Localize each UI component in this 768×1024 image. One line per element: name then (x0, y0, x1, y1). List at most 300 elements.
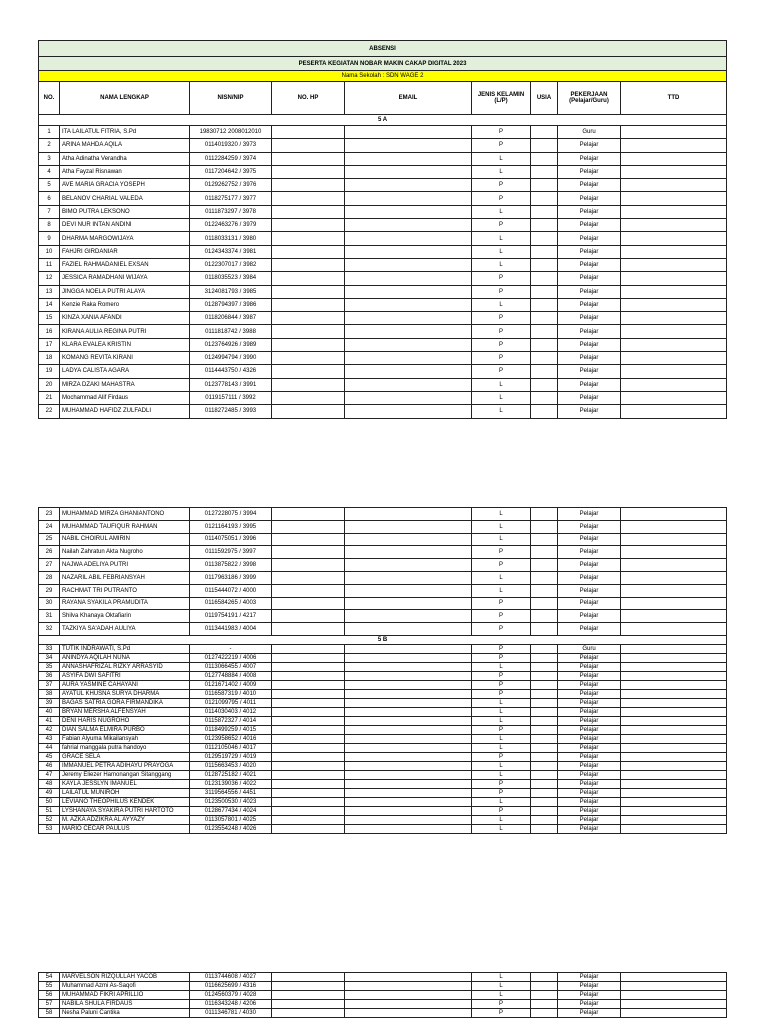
cell-age (531, 779, 558, 788)
cell-hp (272, 707, 345, 716)
cell-nisn: 0122307017 / 3982 (190, 258, 272, 271)
cell-ttd (621, 126, 727, 139)
cell-hp (272, 761, 345, 770)
cell-nisn: 0127422219 / 4006 (190, 653, 272, 662)
cell-nisn: - (190, 644, 272, 653)
cell-nisn: 0128725182 / 4021 (190, 770, 272, 779)
cell-ttd (621, 824, 727, 833)
cell-nisn: 0111346781 / 4030 (190, 1009, 272, 1018)
cell-hp (272, 653, 345, 662)
cell-name: FAHJRI GIRDANIAR (60, 245, 190, 258)
cell-job: Pelajar (558, 533, 621, 546)
cell-email (345, 779, 472, 788)
cell-job: Pelajar (558, 815, 621, 824)
table-row (39, 325, 727, 338)
cell-gender: P (472, 325, 531, 338)
cell-age (531, 743, 558, 752)
cell-nisn: 0119157111 / 3992 (190, 391, 272, 404)
cell-gender: L (472, 508, 531, 521)
cell-email (345, 653, 472, 662)
cell-email (345, 232, 472, 245)
cell-no: 32 (39, 623, 60, 636)
cell-gender: P (472, 752, 531, 761)
table-row (39, 597, 727, 610)
cell-nisn: 0124994794 / 3990 (190, 352, 272, 365)
table-row (39, 797, 727, 806)
cell-email (345, 258, 472, 271)
cell-no: 45 (39, 752, 60, 761)
cell-nisn: 0118275177 / 3977 (190, 192, 272, 205)
cell-email (345, 815, 472, 824)
table-row (39, 205, 727, 218)
table-row (39, 179, 727, 192)
cell-job: Pelajar (558, 761, 621, 770)
cell-job: Pelajar (558, 671, 621, 680)
table-row (39, 245, 727, 258)
cell-job: Pelajar (558, 623, 621, 636)
cell-hp (272, 779, 345, 788)
cell-age (531, 1000, 558, 1009)
cell-age (531, 806, 558, 815)
cell-age (531, 662, 558, 671)
cell-job: Pelajar (558, 139, 621, 152)
cell-name: Jeremy Eliezer Hamonangan Sitanggang (60, 770, 190, 779)
cell-age (531, 285, 558, 298)
cell-nisn: 0115872327 / 4014 (190, 716, 272, 725)
cell-no: 10 (39, 245, 60, 258)
table-row (39, 991, 727, 1000)
cell-name: DEVI NUR INTAN ANDINI (60, 219, 190, 232)
cell-email (345, 824, 472, 833)
cell-job: Pelajar (558, 391, 621, 404)
attendance-sheet-part-1 (38, 40, 726, 419)
table-row (39, 520, 727, 533)
cell-email (345, 982, 472, 991)
cell-ttd (621, 1009, 727, 1018)
cell-ttd (621, 258, 727, 271)
cell-ttd (621, 1000, 727, 1009)
cell-gender: P (472, 671, 531, 680)
cell-hp (272, 391, 345, 404)
cell-ttd (621, 338, 727, 351)
cell-job: Pelajar (558, 653, 621, 662)
cell-gender: P (472, 285, 531, 298)
table-row (39, 644, 727, 653)
cell-name: JESSICA RAMADHANI WIJAYA (60, 272, 190, 285)
cell-nisn: 0123778143 / 3991 (190, 378, 272, 391)
cell-job: Guru (558, 126, 621, 139)
cell-ttd (621, 352, 727, 365)
cell-age (531, 991, 558, 1000)
cell-nisn: 0115663453 / 4020 (190, 761, 272, 770)
table-row (39, 165, 727, 178)
cell-gender: L (472, 405, 531, 418)
cell-nisn: 0127748884 / 4008 (190, 671, 272, 680)
table-row (39, 533, 727, 546)
cell-name: AVE MARIA GRACIA YOSEPH (60, 179, 190, 192)
cell-email (345, 391, 472, 404)
cell-hp (272, 571, 345, 584)
cell-hp (272, 662, 345, 671)
cell-no: 18 (39, 352, 60, 365)
cell-no: 35 (39, 662, 60, 671)
cell-ttd (621, 788, 727, 797)
table-row (39, 707, 727, 716)
cell-no: 9 (39, 232, 60, 245)
cell-no: 17 (39, 338, 60, 351)
table-row (39, 571, 727, 584)
cell-email (345, 571, 472, 584)
cell-job: Pelajar (558, 662, 621, 671)
cell-age (531, 770, 558, 779)
cell-nisn: 0118035523 / 3984 (190, 272, 272, 285)
cell-ttd (621, 761, 727, 770)
cell-email (345, 662, 472, 671)
school-name: Nama Sekolah : SDN WAGE 2 (39, 71, 727, 82)
cell-name: Nesha Paluni Cantika (60, 1009, 190, 1018)
cell-ttd (621, 365, 727, 378)
cell-name: FAZIEL RAHMADANIEL EXSAN (60, 258, 190, 271)
cell-age (531, 546, 558, 559)
cell-nisn: 0117963186 / 3999 (190, 571, 272, 584)
cell-job: Pelajar (558, 152, 621, 165)
cell-job: Pelajar (558, 298, 621, 311)
table-row (39, 405, 727, 418)
cell-gender: L (472, 761, 531, 770)
cell-no: 22 (39, 405, 60, 418)
cell-ttd (621, 298, 727, 311)
cell-hp (272, 205, 345, 218)
cell-hp (272, 139, 345, 152)
table-row (39, 352, 727, 365)
table-row (39, 1000, 727, 1009)
cell-nisn: 0118499259 / 4015 (190, 725, 272, 734)
cell-no: 53 (39, 824, 60, 833)
cell-gender: L (472, 378, 531, 391)
table-row (39, 298, 727, 311)
cell-nisn: 19830712 2008012010 (190, 126, 272, 139)
cell-name: ASYIFA DWI SAFITRI (60, 671, 190, 680)
cell-ttd (621, 653, 727, 662)
cell-hp (272, 285, 345, 298)
cell-email (345, 205, 472, 218)
cell-job: Pelajar (558, 716, 621, 725)
cell-age (531, 610, 558, 623)
cell-hp (272, 179, 345, 192)
cell-hp (272, 716, 345, 725)
cell-no: 58 (39, 1009, 60, 1018)
cell-gender: L (472, 152, 531, 165)
cell-ttd (621, 584, 727, 597)
cell-email (345, 139, 472, 152)
cell-no: 44 (39, 743, 60, 752)
cell-ttd (621, 725, 727, 734)
cell-gender: P (472, 788, 531, 797)
table-row (39, 508, 727, 521)
cell-job: Pelajar (558, 245, 621, 258)
cell-nisn: 0113066455 / 4007 (190, 662, 272, 671)
cell-job: Pelajar (558, 698, 621, 707)
cell-hp (272, 1009, 345, 1018)
cell-nisn: 0116625699 / 4316 (190, 982, 272, 991)
cell-job: Pelajar (558, 559, 621, 572)
cell-name: AURA YASMINE CAHAYANI (60, 680, 190, 689)
cell-email (345, 405, 472, 418)
cell-email (345, 272, 472, 285)
cell-name: ANINDYA AQILAH NUNA (60, 653, 190, 662)
cell-email (345, 584, 472, 597)
cell-nisn: 0112105046 / 4017 (190, 743, 272, 752)
cell-email (345, 770, 472, 779)
cell-name: MUHAMMAD MIRZA GHANIANTONO (60, 508, 190, 521)
cell-age (531, 205, 558, 218)
table-row (39, 584, 727, 597)
cell-age (531, 559, 558, 572)
cell-ttd (621, 815, 727, 824)
cell-gender: L (472, 245, 531, 258)
cell-email (345, 312, 472, 325)
cell-age (531, 298, 558, 311)
cell-hp (272, 352, 345, 365)
cell-gender: P (472, 338, 531, 351)
cell-no: 43 (39, 734, 60, 743)
cell-no: 48 (39, 779, 60, 788)
cell-job: Pelajar (558, 779, 621, 788)
cell-email (345, 761, 472, 770)
cell-age (531, 623, 558, 636)
table-row (39, 725, 727, 734)
cell-hp (272, 508, 345, 521)
cell-no: 50 (39, 797, 60, 806)
cell-gender: P (472, 179, 531, 192)
table-row (39, 391, 727, 404)
cell-email (345, 219, 472, 232)
cell-no: 3 (39, 152, 60, 165)
cell-name: MUHAMMAD FIKRI APRILLIO (60, 991, 190, 1000)
cell-nisn: 0111592975 / 3997 (190, 546, 272, 559)
cell-hp (272, 219, 345, 232)
cell-nisn: 0112284259 / 3974 (190, 152, 272, 165)
cell-no: 42 (39, 725, 60, 734)
cell-gender: P (472, 1000, 531, 1009)
cell-gender: L (472, 520, 531, 533)
cell-job: Pelajar (558, 1009, 621, 1018)
cell-age (531, 689, 558, 698)
cell-ttd (621, 559, 727, 572)
sheet-subtitle: PESERTA KEGIATAN NOBAR MAKIN CAKAP DIGITAL 2023 (39, 57, 727, 71)
cell-nisn: 0127228075 / 3994 (190, 508, 272, 521)
cell-nisn: 0128677434 / 4024 (190, 806, 272, 815)
col-header-no: NO. (39, 82, 60, 115)
cell-hp (272, 815, 345, 824)
cell-hp (272, 698, 345, 707)
cell-no: 4 (39, 165, 60, 178)
cell-no: 11 (39, 258, 60, 271)
cell-gender: L (472, 716, 531, 725)
cell-nisn: 0111873297 / 3978 (190, 205, 272, 218)
table-row (39, 559, 727, 572)
cell-job: Pelajar (558, 707, 621, 716)
cell-age (531, 378, 558, 391)
cell-ttd (621, 982, 727, 991)
cell-no: 14 (39, 298, 60, 311)
cell-job: Pelajar (558, 508, 621, 521)
cell-no: 33 (39, 644, 60, 653)
cell-age (531, 152, 558, 165)
cell-hp (272, 597, 345, 610)
cell-hp (272, 644, 345, 653)
cell-age (531, 680, 558, 689)
cell-gender: P (472, 689, 531, 698)
cell-job: Pelajar (558, 405, 621, 418)
table-row (39, 716, 727, 725)
cell-age (531, 338, 558, 351)
cell-gender: L (472, 797, 531, 806)
cell-hp (272, 338, 345, 351)
cell-gender: L (472, 165, 531, 178)
cell-gender: P (472, 559, 531, 572)
table-row (39, 698, 727, 707)
cell-no: 39 (39, 698, 60, 707)
cell-name: RACHMAT TRI PUTRANTO (60, 584, 190, 597)
cell-name: DIAN SALMA ELMIRA PURBO (60, 725, 190, 734)
cell-gender: L (472, 743, 531, 752)
cell-email (345, 338, 472, 351)
cell-nisn: 0113744608 / 4027 (190, 973, 272, 982)
cell-job: Pelajar (558, 680, 621, 689)
cell-nisn: 0111818742 / 3988 (190, 325, 272, 338)
cell-job: Pelajar (558, 258, 621, 271)
cell-nisn: 0114019320 / 3973 (190, 139, 272, 152)
cell-gender: P (472, 653, 531, 662)
cell-no: 20 (39, 378, 60, 391)
cell-no: 12 (39, 272, 60, 285)
cell-job: Pelajar (558, 797, 621, 806)
cell-hp (272, 325, 345, 338)
cell-email (345, 559, 472, 572)
cell-name: M. AZKA ADZIKRA AL AYYAZY (60, 815, 190, 824)
cell-no: 41 (39, 716, 60, 725)
cell-gender: L (472, 815, 531, 824)
cell-no: 26 (39, 546, 60, 559)
cell-nisn: 0129519729 / 4019 (190, 752, 272, 761)
cell-name: JINGGA NOELA PUTRI ALAYA (60, 285, 190, 298)
cell-ttd (621, 325, 727, 338)
cell-age (531, 245, 558, 258)
cell-nisn: 0119754191 / 4217 (190, 610, 272, 623)
cell-hp (272, 824, 345, 833)
cell-name: KAYLA JESSLYN IMANUEL (60, 779, 190, 788)
cell-email (345, 698, 472, 707)
cell-name: Atha Adinatha Verandha (60, 152, 190, 165)
cell-ttd (621, 743, 727, 752)
cell-job: Pelajar (558, 752, 621, 761)
cell-age (531, 352, 558, 365)
cell-email (345, 707, 472, 716)
cell-no: 27 (39, 559, 60, 572)
cell-hp (272, 743, 345, 752)
table-row (39, 662, 727, 671)
cell-job: Pelajar (558, 165, 621, 178)
cell-gender: L (472, 391, 531, 404)
cell-age (531, 365, 558, 378)
cell-ttd (621, 623, 727, 636)
cell-ttd (621, 671, 727, 680)
cell-no: 37 (39, 680, 60, 689)
cell-email (345, 788, 472, 797)
cell-no: 5 (39, 179, 60, 192)
cell-email (345, 365, 472, 378)
cell-email (345, 378, 472, 391)
cell-email (345, 245, 472, 258)
cell-name: ITA LAILATUL FITRIA, S.Pd (60, 126, 190, 139)
cell-no: 24 (39, 520, 60, 533)
cell-nisn: 0123139036 / 4022 (190, 779, 272, 788)
cell-gender: P (472, 352, 531, 365)
cell-hp (272, 298, 345, 311)
table-row (39, 806, 727, 815)
cell-email (345, 689, 472, 698)
cell-name: BELANOV CHARIAL VALEDA (60, 192, 190, 205)
cell-ttd (621, 698, 727, 707)
cell-nisn: 0116587319 / 4010 (190, 689, 272, 698)
cell-gender: P (472, 779, 531, 788)
table-row (39, 312, 727, 325)
cell-age (531, 707, 558, 716)
cell-hp (272, 559, 345, 572)
cell-age (531, 584, 558, 597)
cell-no: 52 (39, 815, 60, 824)
cell-name: KLARA EVALEA KRISTIN (60, 338, 190, 351)
cell-job: Pelajar (558, 365, 621, 378)
cell-no: 56 (39, 991, 60, 1000)
cell-name: ARINA MAHDA AQILA (60, 139, 190, 152)
cell-age (531, 165, 558, 178)
cell-gender: P (472, 272, 531, 285)
cell-name: fahrial manggala putra handoyo (60, 743, 190, 752)
cell-nisn: 0115444072 / 4000 (190, 584, 272, 597)
cell-hp (272, 770, 345, 779)
cell-email (345, 1000, 472, 1009)
cell-name: LEVIANO THEOPHILUS KENDEK (60, 797, 190, 806)
cell-no: 23 (39, 508, 60, 521)
cell-gender: L (472, 662, 531, 671)
cell-name: Fabian Alyuma Mikailansyah (60, 734, 190, 743)
cell-job: Pelajar (558, 219, 621, 232)
cell-hp (272, 584, 345, 597)
cell-job: Pelajar (558, 285, 621, 298)
cell-ttd (621, 797, 727, 806)
cell-ttd (621, 707, 727, 716)
cell-name: Mochammad Alif Firdaus (60, 391, 190, 404)
cell-ttd (621, 152, 727, 165)
cell-name: Shilva Khanaya Oktafiarin (60, 610, 190, 623)
cell-email (345, 546, 472, 559)
cell-ttd (621, 312, 727, 325)
cell-ttd (621, 508, 727, 521)
cell-nisn: 0118206844 / 3987 (190, 312, 272, 325)
cell-gender: L (472, 973, 531, 982)
table-row (39, 365, 727, 378)
cell-no: 57 (39, 1000, 60, 1009)
cell-name: NABILA SHULA FIRDAUS (60, 1000, 190, 1009)
cell-gender: P (472, 597, 531, 610)
cell-ttd (621, 272, 727, 285)
col-header-job: PEKERJAAN (Pelajar/Guru) (558, 82, 621, 115)
cell-ttd (621, 205, 727, 218)
cell-email (345, 752, 472, 761)
cell-no: 28 (39, 571, 60, 584)
